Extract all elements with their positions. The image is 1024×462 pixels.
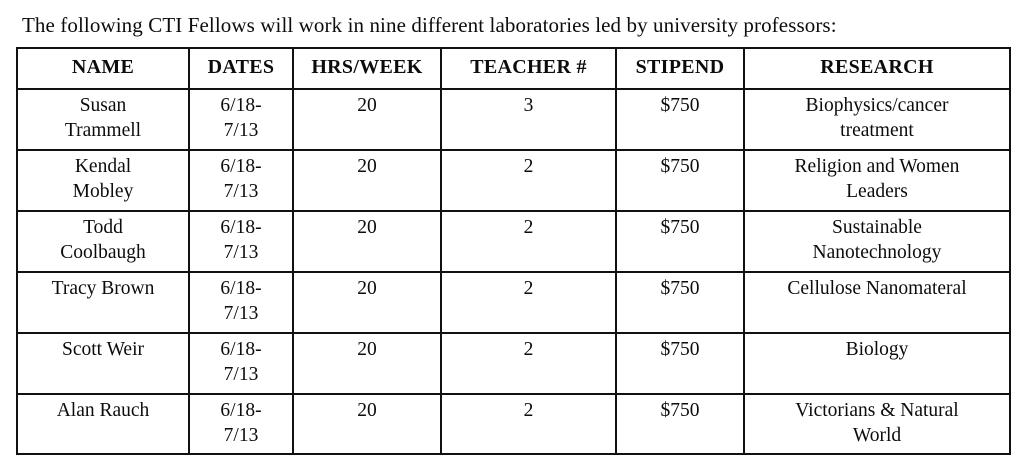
research-line-2: Nanotechnology	[812, 241, 942, 263]
cell-teacher-number: 2	[441, 150, 616, 211]
cell-stipend: $750	[616, 394, 744, 455]
name-line-1: Susan	[79, 94, 127, 116]
cell-dates	[189, 394, 293, 455]
column-header-stipend: STIPEND	[616, 48, 744, 89]
table-row	[17, 272, 1010, 333]
cell-dates	[189, 333, 293, 394]
name-line-1: Tracy Brown	[51, 277, 155, 299]
cell-research	[744, 211, 1010, 272]
research-line-1: Biology	[845, 338, 909, 360]
cell-stipend: $750	[616, 150, 744, 211]
table-row	[17, 150, 1010, 211]
dates-line-1: 6/18-	[220, 277, 262, 299]
research-line-1: Religion and Women	[794, 155, 960, 177]
cell-teacher-number: 2	[441, 394, 616, 455]
name-line-2: Mobley	[72, 180, 134, 202]
cell-dates	[189, 150, 293, 211]
dates-line-1: 6/18-	[220, 338, 262, 360]
cell-teacher-number: 2	[441, 272, 616, 333]
research-line-1: Cellulose Nanomateral	[787, 277, 967, 299]
research-line-2: Leaders	[846, 180, 908, 202]
column-header-hrs-week: HRS/WEEK	[293, 48, 441, 89]
dates-line-2: 7/13	[223, 424, 259, 446]
cell-dates	[189, 272, 293, 333]
dates-line-2: 7/13	[223, 241, 259, 263]
dates-line-2: 7/13	[223, 119, 259, 141]
cti-fellows-table	[16, 47, 1011, 455]
cell-name	[17, 211, 189, 272]
table-header-row	[17, 48, 1010, 89]
name-line-1: Kendal	[74, 155, 132, 177]
dates-line-1: 6/18-	[220, 155, 262, 177]
cell-name	[17, 89, 189, 150]
cell-research	[744, 333, 1010, 394]
cell-stipend: $750	[616, 211, 744, 272]
cell-hrs-week: 20	[293, 394, 441, 455]
dates-line-1: 6/18-	[220, 399, 262, 421]
cell-research	[744, 394, 1010, 455]
cell-hrs-week: 20	[293, 150, 441, 211]
cell-teacher-number: 2	[441, 333, 616, 394]
column-header-dates: DATES	[189, 48, 293, 89]
column-header-name: NAME	[17, 48, 189, 89]
name-line-1: Scott Weir	[61, 338, 145, 360]
name-line-2: Trammell	[64, 119, 142, 141]
cell-research	[744, 89, 1010, 150]
cell-teacher-number: 2	[441, 211, 616, 272]
table-body	[17, 89, 1010, 455]
cell-hrs-week: 20	[293, 211, 441, 272]
cell-hrs-week: 20	[293, 89, 441, 150]
table-row	[17, 89, 1010, 150]
dates-line-2: 7/13	[223, 180, 259, 202]
cell-name	[17, 150, 189, 211]
research-line-2: World	[852, 424, 902, 446]
dates-line-2: 7/13	[223, 302, 259, 324]
cell-hrs-week: 20	[293, 272, 441, 333]
table-header	[17, 48, 1010, 89]
table-row	[17, 394, 1010, 455]
cell-dates	[189, 89, 293, 150]
cell-stipend: $750	[616, 272, 744, 333]
name-line-2: Coolbaugh	[60, 241, 146, 263]
research-line-1: Victorians & Natural	[795, 399, 959, 421]
table-row	[17, 211, 1010, 272]
cell-research	[744, 272, 1010, 333]
dates-line-1: 6/18-	[220, 216, 262, 238]
cell-stipend: $750	[616, 333, 744, 394]
cell-research	[744, 150, 1010, 211]
research-line-2: treatment	[840, 119, 914, 141]
research-line-1: Sustainable	[832, 216, 922, 238]
cell-hrs-week: 20	[293, 333, 441, 394]
cell-name	[17, 272, 189, 333]
name-line-1: Todd	[83, 216, 123, 238]
cell-name	[17, 394, 189, 455]
cell-dates	[189, 211, 293, 272]
dates-line-1: 6/18-	[220, 94, 262, 116]
cell-name	[17, 333, 189, 394]
dates-line-2: 7/13	[223, 363, 259, 385]
research-line-1: Biophysics/cancer	[805, 94, 949, 116]
cell-teacher-number: 3	[441, 89, 616, 150]
column-header-research: RESEARCH	[744, 48, 1010, 89]
cell-stipend: $750	[616, 89, 744, 150]
name-line-1: Alan Rauch	[56, 399, 150, 421]
table-row	[17, 333, 1010, 394]
column-header-teacher-number: TEACHER #	[441, 48, 616, 89]
intro-paragraph: The following CTI Fellows will work in nine different laboratories led by university professors:	[22, 13, 837, 37]
